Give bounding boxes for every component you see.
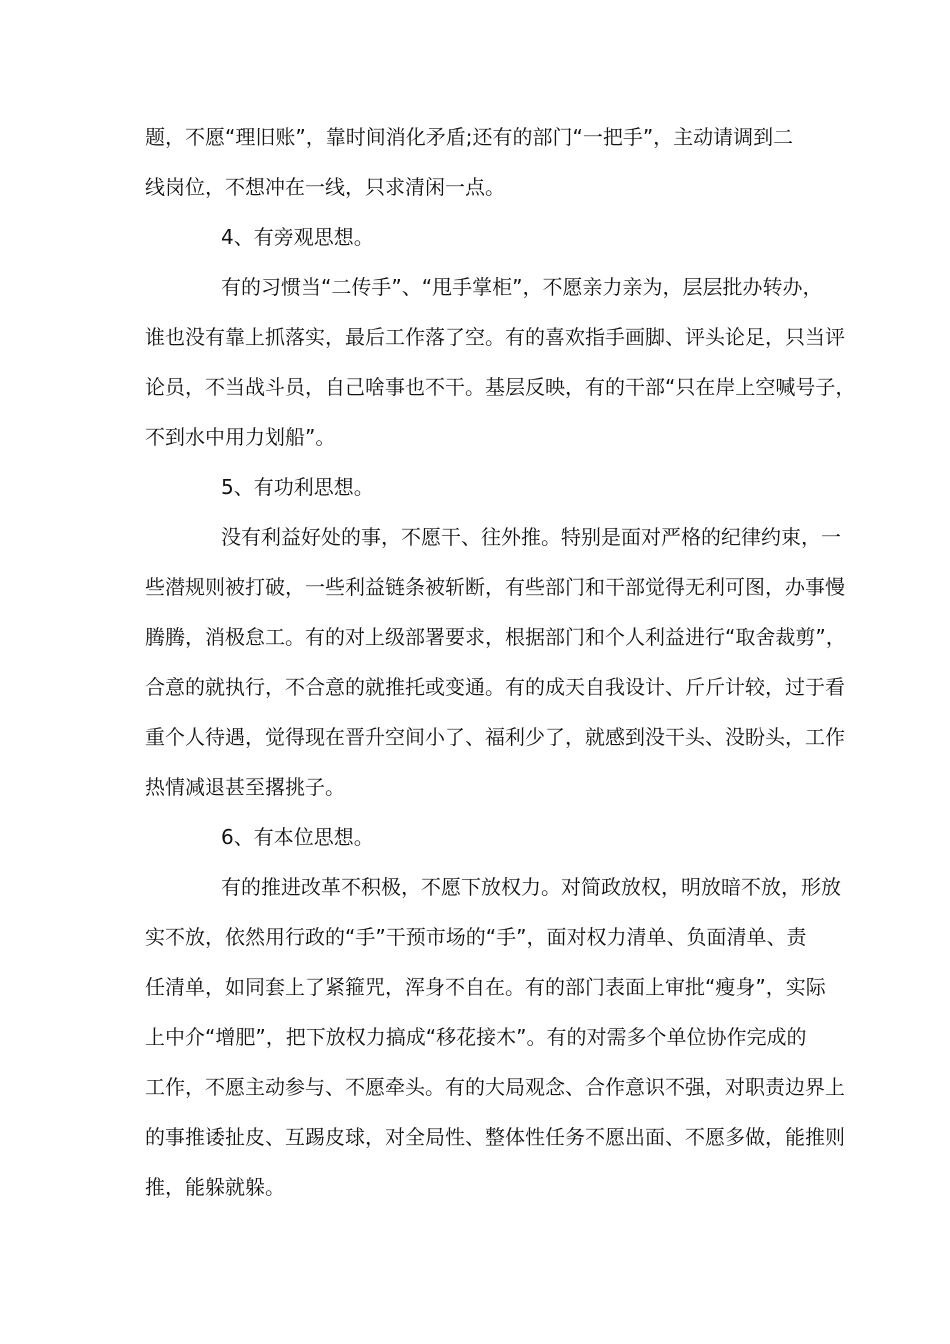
paragraph-first-line: 没有利益好处的事，不愿干、往外推。特别是面对严格的纪律约束，一	[221, 525, 841, 549]
text-line: 重个人待遇，觉得现在晋升空间小了、福利少了，就感到没干头、没盼头，工作	[145, 725, 845, 749]
text-line: 题，不愿“理旧账”，靠时间消化矛盾;还有的部门“一把手”，主动请调到二	[145, 125, 794, 149]
text-line: 上中介“增肥”，把下放权力搞成“移花接木”。有的对需多个单位协作完成的	[145, 1025, 807, 1049]
paragraph-first-line: 有的推进改革不积极，不愿下放权力。对简政放权，明放暗不放，形放	[221, 875, 841, 899]
text-line: 论员，不当战斗员，自己啥事也不干。基层反映，有的干部“只在岸上空喊号子，	[145, 375, 856, 399]
body-text	[145, 112, 856, 1212]
text-line: 些潜规则被打破，一些利益链条被斩断，有些部门和干部觉得无利可图，办事慢	[145, 575, 845, 599]
text-line: 谁也没有靠上抓落实，最后工作落了空。有的喜欢指手画脚、评头论足，只当评	[145, 325, 845, 349]
text-line: 热情减退甚至撂挑子。	[145, 775, 345, 799]
text-line: 腾腾，消极怠工。有的对上级部署要求，根据部门和个人利益进行“取舍裁剪”，	[145, 625, 846, 649]
text-line: 实不放，依然用行政的“手”干预市场的“手”，面对权力清单、负面清单、责	[145, 925, 807, 949]
section-heading: 6、有本位思想。	[221, 825, 374, 849]
text-line: 的事推诿扯皮、互踢皮球，对全局性、整体性任务不愿出面、不愿多做，能推则	[145, 1125, 845, 1149]
text-line: 推，能躲就躲。	[145, 1175, 285, 1199]
text-line: 工作，不愿主动参与、不愿牵头。有的大局观念、合作意识不强，对职责边界上	[145, 1075, 845, 1099]
text-line: 线岗位，不想冲在一线，只求清闲一点。	[145, 175, 505, 199]
text-line: 任清单，如同套上了紧箍咒，浑身不自在。有的部门表面上审批“瘦身”，实际	[145, 975, 826, 999]
section-heading: 5、有功利思想。	[221, 475, 374, 499]
text-line: 不到水中用力划船”。	[145, 425, 336, 449]
text-line: 合意的就执行，不合意的就推托或变通。有的成天自我设计、斤斤计较，过于看	[145, 675, 845, 699]
section-heading: 4、有旁观思想。	[221, 225, 374, 249]
paragraph-first-line: 有的习惯当“二传手”、“甩手掌柜”，不愿亲力亲为，层层批办转办，	[221, 275, 823, 299]
